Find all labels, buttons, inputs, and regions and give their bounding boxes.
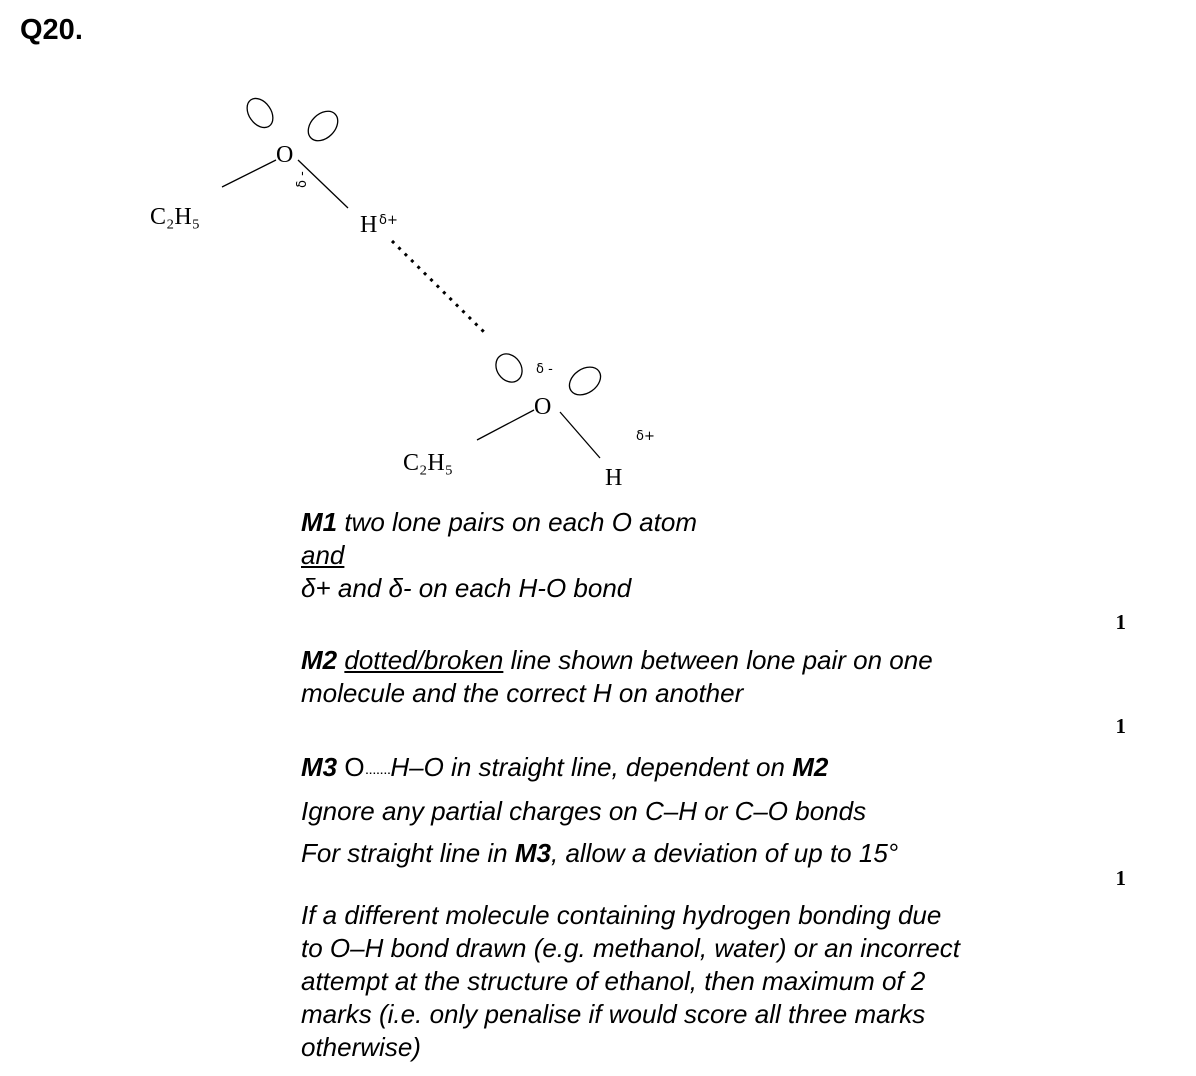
top-lone-pair-right <box>302 105 343 146</box>
top-hydrogen-atom: H <box>360 212 378 238</box>
m2-label: M2 <box>301 645 338 675</box>
m2-score: 1 <box>1115 714 1126 738</box>
top-oxygen-charge: δ - <box>295 171 310 188</box>
note-line2: to O–H bond drawn (e.g. methanol, water) or an incorrect <box>301 933 960 963</box>
molecule-top <box>150 94 398 238</box>
m1-line3: δ+ and δ- on each H-O bond <box>301 573 632 603</box>
hydrogen-bond-dotted-line <box>392 241 486 334</box>
hydrogen-bond-diagram <box>0 0 1196 500</box>
top-oxygen-atom: O <box>276 142 294 168</box>
m3-line1: M3 O․․․․․․․H–O in straight line, dependent on M2 <box>301 752 829 782</box>
m2-line1: M2 dotted/broken line shown between lone pair on one <box>301 645 933 675</box>
m1-and: and <box>301 540 345 570</box>
m3-line3: For straight line in M3, allow a deviation of up to 15° <box>301 838 899 868</box>
bottom-hydrogen-atom: H <box>605 465 623 491</box>
note-line4: marks (i.e. only penalise if would score all three marks <box>301 999 926 1029</box>
mark-scheme-m2 <box>301 644 933 710</box>
molecule-bottom <box>403 349 655 491</box>
bottom-oxygen-charge: δ - <box>536 362 553 377</box>
additional-guidance-note <box>301 899 960 1064</box>
bottom-lone-pair-left <box>491 349 528 387</box>
note-line1: If a different molecule containing hydrogen bonding due <box>301 900 942 930</box>
note-line5: otherwise) <box>301 1032 421 1062</box>
m3-score: 1 <box>1115 866 1126 890</box>
m3-line2: Ignore any partial charges on C–H or C–O bonds <box>301 796 867 826</box>
m3-label: M3 <box>301 752 338 782</box>
top-hydrogen-charge: δ+ <box>379 213 398 228</box>
note-line3: attempt at the structure of ethanol, then maximum of 2 <box>301 966 926 996</box>
mark-scheme-m1 <box>301 506 697 605</box>
bottom-lone-pair-right <box>564 361 606 400</box>
top-ethyl-group: C₂H₅ <box>150 204 201 230</box>
question-number: Q20. <box>20 14 83 46</box>
mark-scheme-m3 <box>301 746 898 874</box>
top-c-o-bond <box>222 160 276 187</box>
m1-score: 1 <box>1115 610 1126 634</box>
top-lone-pair-left <box>242 94 278 133</box>
bottom-o-h-bond <box>560 412 600 458</box>
m1-line1: M1 two lone pairs on each O atom <box>301 507 697 537</box>
bottom-oxygen-atom: O <box>534 394 552 420</box>
m1-label: M1 <box>301 507 338 537</box>
bottom-ethyl-group: C₂H₅ <box>403 450 454 476</box>
bottom-c-o-bond <box>477 410 534 440</box>
bottom-hydrogen-charge: δ+ <box>636 429 655 444</box>
m2-line2: molecule and the correct H on another <box>301 678 744 708</box>
